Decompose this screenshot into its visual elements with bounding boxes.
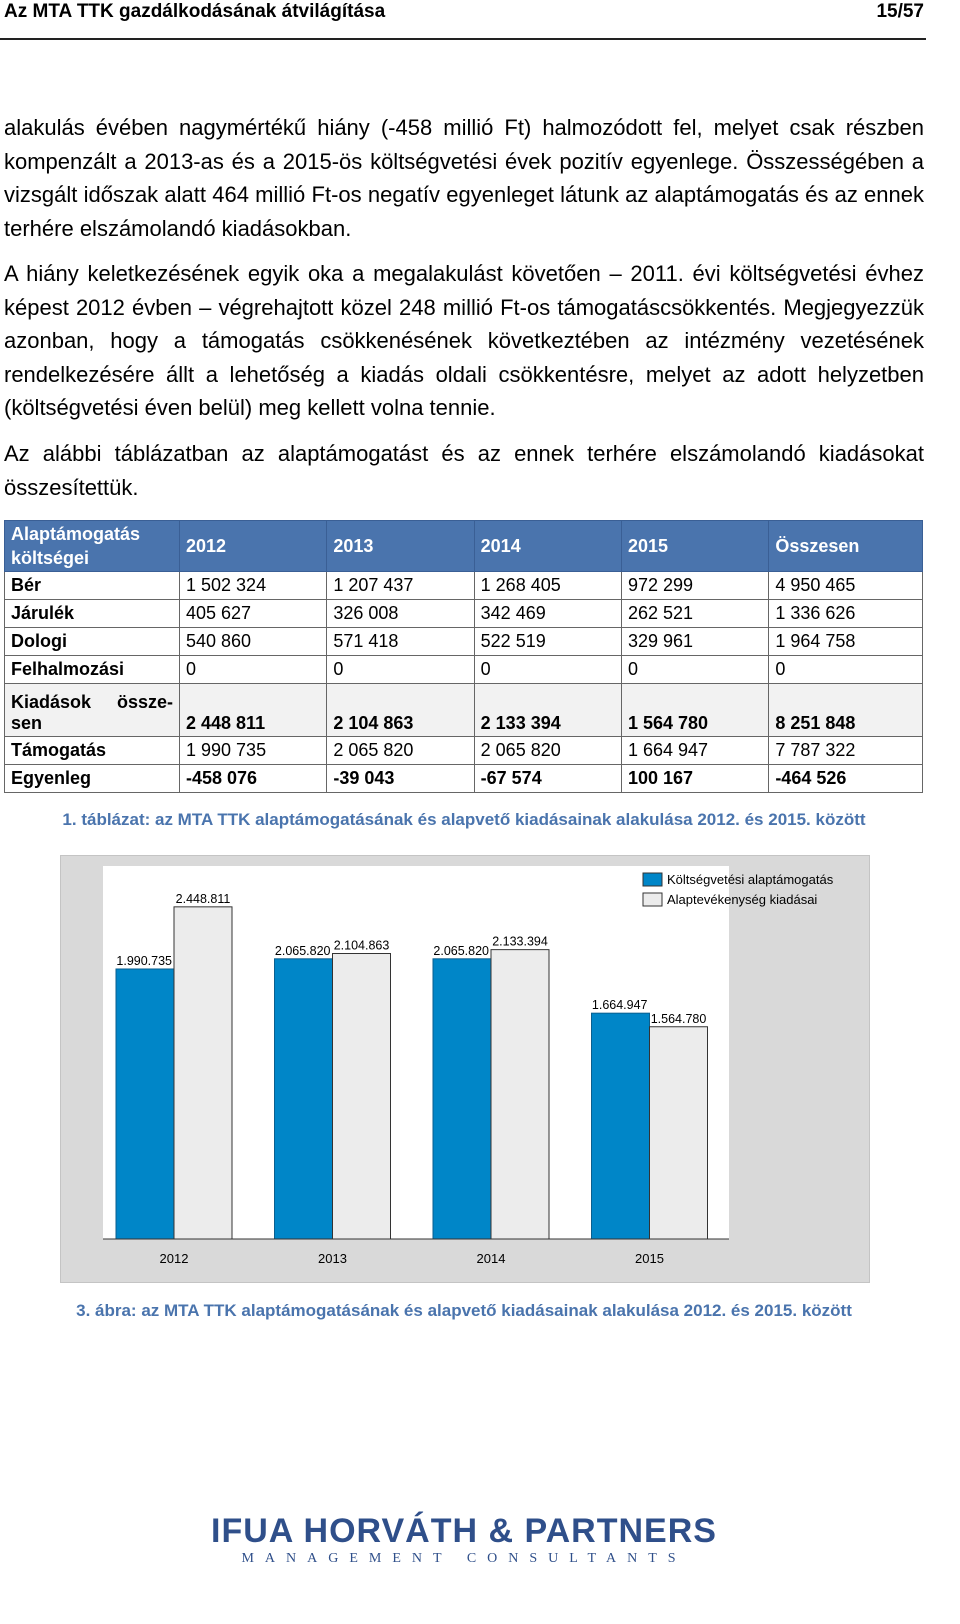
bar: [491, 950, 549, 1239]
table-cell: 0: [769, 656, 923, 684]
header-divider: [0, 38, 926, 40]
row-label: [5, 684, 180, 737]
page-number: 15/57: [876, 1, 924, 22]
paragraph-1: alakulás évében nagymértékű hiány (-458 millió Ft) halmozódott fel, melyet csak részben kompenzált a 2013-as és a 2015-ös költségvetési évek pozitív egyenlege. Összességében a vizsgált időszak alatt 464 millió Ft-os negatív egyenleget látunk az alaptámogatás és az ennek terhére elszámolandó kiadásokban.: [4, 115, 924, 241]
row-label: Bér: [5, 572, 180, 600]
table-row: [5, 628, 923, 656]
x-tick-label: 2012: [159, 1251, 189, 1266]
table-caption: 1. táblázat: az MTA TTK alaptámogatásának és alapvető kiadásainak alakulása 2012. és 2015. között: [62, 810, 866, 829]
table-cell: 2 104 863: [327, 684, 474, 737]
table-cell: 2 133 394: [474, 684, 621, 737]
legend-label: Költségvetési alaptámogatás: [667, 872, 834, 887]
table-cell: 1 964 758: [769, 628, 923, 656]
table-row: [5, 656, 923, 684]
table-header-cell: 2014: [474, 521, 621, 572]
table-cell: 4 950 465: [769, 572, 923, 600]
table-cell: 1 336 626: [769, 600, 923, 628]
bar: [650, 1027, 708, 1239]
row-label-part: Kiadások: [11, 692, 92, 712]
budget-table: [4, 520, 923, 793]
table-cell: 0: [621, 656, 768, 684]
table-cell: 7 787 322: [769, 737, 923, 765]
table-cell: 0: [474, 656, 621, 684]
table-cell: 1 564 780: [621, 684, 768, 737]
table-cell: -67 574: [474, 765, 621, 793]
data-label: 2.065.820: [433, 943, 489, 958]
table-cell: 326 008: [327, 600, 474, 628]
data-label: 1.990.735: [116, 953, 172, 968]
table-cell: 2 065 820: [327, 737, 474, 765]
bar: [592, 1013, 650, 1239]
bar-chart: [60, 855, 870, 1283]
table-row: [5, 600, 923, 628]
company-logo: [0, 1512, 928, 1567]
data-label: 1.564.780: [650, 1011, 707, 1026]
document-title: Az MTA TTK gazdálkodásának átvilágítása: [4, 1, 386, 22]
table-cell: 540 860: [180, 628, 327, 656]
row-label: Támogatás: [5, 737, 180, 765]
table-cell: 1 502 324: [180, 572, 327, 600]
table-cell: 522 519: [474, 628, 621, 656]
data-label: 2.104.863: [333, 938, 390, 953]
table-cell: -464 526: [769, 765, 923, 793]
row-label: Járulék: [5, 600, 180, 628]
x-tick-label: 2015: [635, 1251, 664, 1266]
table-cell: 342 469: [474, 600, 621, 628]
table-row: [5, 737, 923, 765]
chart-canvas: [61, 856, 869, 1282]
table-cell: -39 043: [327, 765, 474, 793]
row-label-line: [11, 692, 173, 713]
table-row: [5, 765, 923, 793]
table-cell: 1 664 947: [621, 737, 768, 765]
legend-swatch: [643, 873, 662, 886]
table-cell: 972 299: [621, 572, 768, 600]
bar: [116, 969, 174, 1239]
bar: [275, 959, 333, 1239]
x-tick-label: 2013: [318, 1251, 347, 1266]
table-cell: 2 448 811: [180, 684, 327, 737]
data-label: 2.133.394: [492, 934, 548, 949]
table-cell: 1 207 437: [327, 572, 474, 600]
legend-label: Alaptevékenység kiadásai: [667, 892, 818, 907]
table-cell: 8 251 848: [769, 684, 923, 737]
data-label: 2.065.820: [274, 943, 331, 958]
table-header-cell: Összesen: [769, 521, 923, 572]
table-row: [5, 572, 923, 600]
row-label: Dologi: [5, 628, 180, 656]
legend-swatch: [643, 893, 662, 906]
page-header: [4, 0, 924, 24]
table-header-cell: 2015: [621, 521, 768, 572]
paragraph-2: A hiány keletkezésének egyik oka a megalakulást követően – 2011. évi költségvetési évhez képest 2012 évben – végrehajtott közel 248 millió Ft-os támogatáscsökkentés. Megjegyezzük azonban, hogy a támogatás csökkenésének következtében az intézmény vezetésének rendelkezésére állt a lehetőség a kiadás oldali csökkentésre, melyet az adott helyzetben (költségvetési éven belül) meg kellett volna tennie.: [4, 261, 924, 420]
paragraph-3: Az alábbi táblázatban az alaptámogatást és az ennek terhére elszámolandó kiadásokat összesítettük.: [4, 441, 924, 500]
table-cell: 1 268 405: [474, 572, 621, 600]
table-header-cell: 2013: [327, 521, 474, 572]
table-header-row: [5, 521, 923, 572]
row-label: Egyenleg: [5, 765, 180, 793]
table-cell: 571 418: [327, 628, 474, 656]
x-tick-label: 2014: [476, 1251, 506, 1266]
logo-sub-text: MANAGEMENT CONSULTANTS: [241, 1551, 687, 1566]
row-label: Felhalmozási: [5, 656, 180, 684]
table-header-cell: 2012: [180, 521, 327, 572]
chart-caption: 3. ábra: az MTA TTK alaptámogatásának és alapvető kiadásainak alakulása 2012. és 2015. között: [76, 1301, 852, 1320]
table-cell: 100 167: [621, 765, 768, 793]
bar: [174, 907, 232, 1239]
bar: [433, 959, 491, 1239]
row-label-part: össze-: [116, 692, 173, 712]
table-cell: -458 076: [180, 765, 327, 793]
row-label-part: sen: [11, 713, 43, 733]
table-cell: 1 990 735: [180, 737, 327, 765]
bar: [333, 954, 391, 1239]
data-label: 1.664.947: [591, 998, 648, 1013]
table-cell: 262 521: [621, 600, 768, 628]
table-cell: 329 961: [621, 628, 768, 656]
table-cell: 2 065 820: [474, 737, 621, 765]
data-label: 2.448.811: [175, 891, 231, 906]
table-cell: 0: [180, 656, 327, 684]
table-row-total: [5, 684, 923, 737]
table-cell: 405 627: [180, 600, 327, 628]
table-cell: 0: [327, 656, 474, 684]
logo-main-text: IFUA HORVÁTH & PARTNERS: [211, 1512, 717, 1550]
table-header-cell: Alaptámogatás költségei: [5, 521, 180, 572]
